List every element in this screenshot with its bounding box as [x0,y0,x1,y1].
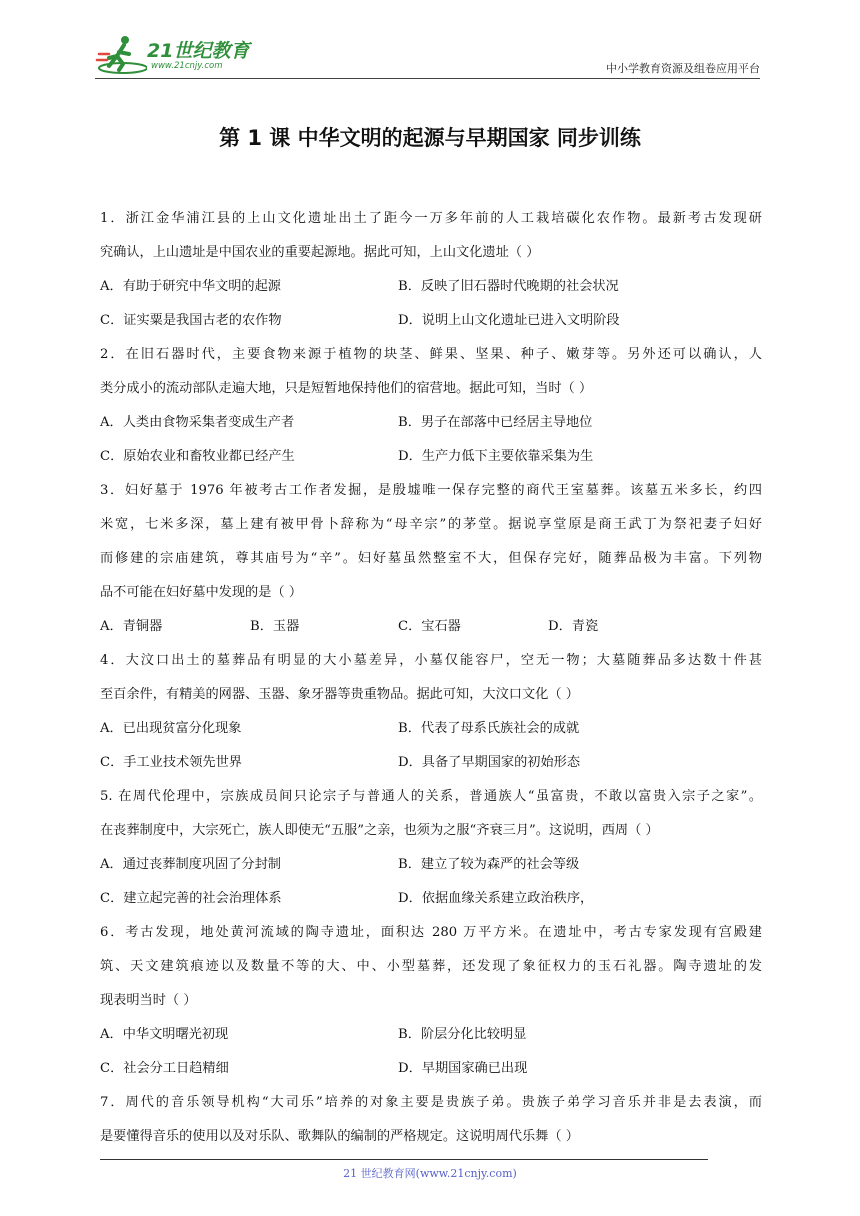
option-row [100,440,762,474]
option-c[interactable]: C．建立起完善的社会治理体系 [100,891,282,906]
option-a[interactable]: A．有助于研究中华文明的起源 [100,279,281,294]
option-row [100,712,762,746]
option-row [100,610,762,644]
option-row [100,746,762,780]
question-text: 5. 在周代伦理中，宗族成员间只论宗子与普通人的关系，普通族人“虽富贵，不敢以富贵入宗子之家”。 [100,789,762,804]
question-text: 至百余件，有精美的网器、玉器、象牙器等贵重物品。据此可知，大汶口文化（ ） [100,687,579,702]
question-text: 1．浙江金华浦江县的上山文化遗址出土了距今一万多年前的人工栽培碳化农作物。最新考古发现研 [100,211,762,226]
question-text: 6．考古发现，地处黄河流域的陶寺遗址，面积达 280 万平方米。在遗址中，考古专家发现有宫殿建 [100,925,762,940]
option-a[interactable]: A．通过丧葬制度巩固了分封制 [100,857,281,872]
option-d[interactable]: D．说明上山文化遗址已进入文明阶段 [398,313,620,328]
option-row [100,1018,762,1052]
header-divider [95,78,760,79]
option-b[interactable]: B．阶层分化比较明显 [398,1027,527,1042]
option-c[interactable]: C．手工业技术领先世界 [100,755,242,770]
question-7 [100,1086,762,1154]
question-text: 在丧葬制度中，大宗死亡，族人即使无“五服”之亲，也须为之服“齐衰三月”。这说明，西周（ ） [100,823,659,838]
question-5 [100,780,762,916]
question-text: 现表明当时（ ） [100,993,197,1008]
logo-url: www.21cnjy.com [151,61,223,71]
question-text: 品不可能在妇好墓中发现的是（ ） [100,585,303,600]
option-row [100,304,762,338]
question-text: 类分成小的流动部队走遍大地，只是短暂地保持他们的宿营地。据此可知，当时（ ） [100,381,593,396]
question-text: 3．妇好墓于 1976 年被考古工作者发掘，是殷墟唯一保存完整的商代王室墓葬。该墓五米多长，约四 [100,483,762,498]
option-d[interactable]: D．生产力低下主要依靠采集为生 [398,449,594,464]
question-text: 7．周代的音乐领导机构“大司乐”培养的对象主要是贵族子弟。贵族子弟学习音乐并非是去表演，而 [100,1095,762,1110]
question-4 [100,644,762,780]
question-text: 是要懂得音乐的使用以及对乐队、歌舞队的编制的严格规定。这说明周代乐舞（ ） [100,1129,579,1144]
option-c[interactable]: C．原始农业和畜牧业都已经产生 [100,449,295,464]
option-c[interactable]: C．宝石器 [398,619,461,634]
question-text: 4．大汶口出土的墓葬品有明显的大小墓差异，小墓仅能容尸，空无一物；大墓随葬品多达数十件甚 [100,653,762,668]
option-c[interactable]: C．证实粟是我国古老的农作物 [100,313,282,328]
option-b[interactable]: B．反映了旧石器时代晚期的社会状况 [398,279,619,294]
option-d[interactable]: D．依据血缘关系建立政治秩序， [398,891,594,906]
option-d[interactable]: D．青瓷 [548,619,599,634]
option-row [100,882,762,916]
option-row [100,270,762,304]
option-b[interactable]: B．男子在部落中已经居主导地位 [398,415,593,430]
question-text: 而修建的宗庙建筑，尊其庙号为“辛”。妇好墓虽然整室不大，但保存完好，随葬品极为丰富。下列物 [100,551,762,566]
option-row [100,848,762,882]
question-list [100,202,762,1154]
question-3 [100,474,762,644]
question-text: 筑、天文建筑痕迹以及数量不等的大、中、小型墓葬，还发现了象征权力的玉石礼器。陶寺遗址的发 [100,959,762,974]
runner-icon [95,34,147,76]
question-text: 2．在旧石器时代，主要食物来源于植物的块茎、鲜果、坚果、种子、嫩芽等。另外还可以确认，人 [100,347,762,362]
page-header [95,30,760,78]
question-1 [100,202,762,338]
footer-divider [100,1159,708,1160]
question-text: 究确认，上山遗址是中国农业的重要起源地。据此可知，上山文化遗址（ ） [100,245,540,260]
option-c[interactable]: C．社会分工日趋精细 [100,1061,229,1076]
option-b[interactable]: B．玉器 [250,619,300,634]
option-row [100,1052,762,1086]
site-logo[interactable] [95,34,265,76]
option-row [100,406,762,440]
option-a[interactable]: A．青铜器 [100,619,163,634]
platform-name: 中小学教育资源及组卷应用平台 [606,62,760,75]
option-a[interactable]: A．人类由食物采集者变成生产者 [100,415,295,430]
option-a[interactable]: A．中华文明曙光初现 [100,1027,229,1042]
option-d[interactable]: D．早期国家确已出现 [398,1061,528,1076]
question-text: 米宽，七米多深，墓上建有被甲骨卜辞称为“母辛宗”的茅堂。据说享堂原是商王武丁为祭祀妻子妇好 [100,517,762,532]
page-title: 第 1 课 中华文明的起源与早期国家 同步训练 [219,126,641,150]
footer-link[interactable]: 21 世纪教育网(www.21cnjy.com) [343,1167,517,1180]
option-b[interactable]: B．建立了较为森严的社会等级 [398,857,580,872]
option-d[interactable]: D．具备了早期国家的初始形态 [398,755,581,770]
option-a[interactable]: A．已出现贫富分化现象 [100,721,242,736]
option-b[interactable]: B．代表了母系氏族社会的成就 [398,721,580,736]
question-6 [100,916,762,1086]
logo-text: 21世纪教育 [147,40,250,62]
question-2 [100,338,762,474]
